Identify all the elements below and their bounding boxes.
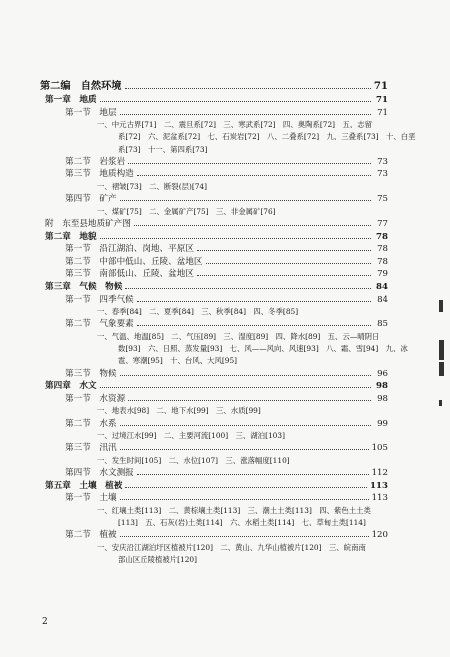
toc-page-number: 113 bbox=[371, 493, 388, 504]
toc-chapter-entry[interactable] bbox=[45, 380, 388, 393]
toc-subitem-line: 部山区丘陵植被片[120] bbox=[118, 555, 197, 565]
toc-subitem-line: 系[73] 十一、第四系[73] bbox=[118, 144, 208, 154]
toc-section-entry[interactable] bbox=[65, 256, 388, 269]
toc-section-title: 第二节 岩浆岩 bbox=[65, 156, 126, 167]
toc-section-entry[interactable] bbox=[65, 156, 388, 169]
dot-leader bbox=[100, 94, 371, 102]
dot-leader bbox=[120, 418, 371, 426]
toc-section-entry[interactable] bbox=[65, 368, 388, 381]
toc-subitems bbox=[97, 542, 388, 566]
toc-chapter-title: 第三章 气候 物候 bbox=[45, 281, 123, 292]
toc-section-title: 第三节 南部低山、丘陵、盆地区 bbox=[65, 269, 194, 280]
dot-leader bbox=[125, 81, 371, 89]
toc-section-entry[interactable] bbox=[65, 243, 388, 256]
toc-subitem-line: 一、过境江水[99] 二、主要河流[100] 三、湖泊[103] bbox=[97, 431, 285, 441]
toc-section-entry[interactable] bbox=[65, 393, 388, 406]
toc-section-title: 第二节 水系 bbox=[65, 418, 117, 429]
toc-section-entry[interactable] bbox=[65, 294, 388, 307]
toc-part-entry[interactable] bbox=[40, 79, 388, 94]
toc-subitem-line: 一、安庆沿江湖泊圩区植被片[120] 二、黄山、九华山植被片[120] 三、皖南南 bbox=[97, 542, 366, 552]
toc-subitem-line: 一、褶皱[73] 二、断裂(层)[74] bbox=[97, 181, 208, 191]
dot-leader bbox=[137, 294, 371, 302]
dot-leader bbox=[120, 193, 371, 201]
toc-page-number: 71 bbox=[373, 80, 388, 92]
toc-subitems bbox=[97, 206, 388, 218]
toc-subitems bbox=[97, 430, 388, 442]
toc-page-number: 77 bbox=[377, 218, 388, 229]
toc-section-title: 第一节 沿江湖泊、岗地、平原区 bbox=[65, 244, 194, 255]
dot-leader bbox=[137, 467, 369, 475]
toc-section-entry[interactable] bbox=[65, 442, 388, 455]
dot-leader bbox=[197, 243, 371, 251]
toc-subitem-line: 一、中元古界[71] 二、震旦系[72] 三、寒武系[72] 四、奥陶系[72] 五、志留 bbox=[97, 120, 373, 130]
toc-section-title: 第三节 物候 bbox=[65, 368, 117, 379]
toc-section-entry[interactable] bbox=[65, 467, 388, 480]
toc-subitem-line: [113] 五、石灰(岩)土类[114] 六、水稻土类[114] 七、草甸土类[114] bbox=[118, 518, 366, 528]
toc-subitems bbox=[97, 331, 408, 368]
toc-section-title: 第四节 矿产 bbox=[65, 194, 117, 205]
toc-subitem-line: 一、春季[84] 二、夏季[84] 三、秋季[84] 四、冬季[85] bbox=[97, 307, 299, 317]
dot-leader bbox=[120, 442, 369, 450]
dot-leader bbox=[125, 281, 371, 289]
toc-section-title: 第一节 土壤 bbox=[65, 493, 117, 504]
toc-section-title: 第四节 水文测报 bbox=[65, 468, 134, 479]
dot-leader bbox=[197, 268, 371, 276]
toc-chapter-entry[interactable] bbox=[45, 231, 388, 244]
toc-section-title: 第一节 水资源 bbox=[65, 393, 126, 404]
toc-page-number: 113 bbox=[370, 480, 388, 491]
toc-chapter-title: 第一章 地质 bbox=[45, 95, 97, 105]
toc-page-number: 78 bbox=[377, 256, 388, 267]
toc-subitems bbox=[97, 405, 388, 417]
toc-subitem-line: 一、发生时间[105] 二、水位[107] 三、涨落幅度[110] bbox=[97, 455, 290, 465]
margin-scan-marks bbox=[436, 300, 448, 420]
toc-section-title: 第二节 植被 bbox=[65, 530, 117, 541]
toc-subitem-line: 一、红壤土类[113] 二、黄棕壤土类[113] 三、潮土土类[113] 四、紫色土土类 bbox=[97, 505, 371, 515]
toc-section-entry[interactable] bbox=[65, 418, 388, 431]
dot-leader bbox=[128, 393, 371, 401]
toc-section-entry[interactable] bbox=[65, 529, 388, 542]
toc-attach-title: 附 东至县地质矿产图 bbox=[45, 218, 131, 229]
page-number: 2 bbox=[42, 617, 48, 627]
toc-page-number: 73 bbox=[377, 169, 388, 180]
dot-leader bbox=[125, 480, 367, 488]
toc-chapter-entry[interactable] bbox=[45, 94, 388, 107]
dot-leader bbox=[100, 380, 371, 388]
toc-subitem-line: 一、地表水[98] 二、地下水[99] 三、水质[99] bbox=[97, 406, 261, 416]
toc-section-title: 第一节 地层 bbox=[65, 107, 117, 118]
toc-subitem-line: 雹、寒潮[95] 十、台风、大风[95] bbox=[118, 356, 238, 366]
toc-subitem-line: 一、气温、地温[85] 二、气压[89] 三、湿度[89] 四、降水[89] 五、云—晴阴日 bbox=[97, 331, 380, 341]
toc-section-entry[interactable] bbox=[65, 168, 388, 181]
toc-page-number: 78 bbox=[376, 231, 388, 242]
toc-section-title: 第二节 中部中低山、丘陵、盆地区 bbox=[65, 256, 203, 267]
dot-leader bbox=[120, 368, 371, 376]
toc-page-number: 73 bbox=[377, 156, 388, 167]
toc-part-title: 第二编 自然环境 bbox=[40, 80, 122, 92]
toc-page-number: 79 bbox=[377, 269, 388, 280]
toc-chapter-title: 第五章 土壤 植被 bbox=[45, 480, 123, 491]
toc-page-number: 71 bbox=[377, 107, 388, 118]
dot-leader bbox=[137, 318, 371, 326]
table-of-contents bbox=[40, 79, 416, 566]
toc-section-title: 第一节 四季气候 bbox=[65, 294, 134, 305]
toc-page-number: 75 bbox=[377, 194, 388, 205]
toc-section-entry[interactable] bbox=[65, 193, 388, 206]
toc-subitem-line: 系[72] 六、泥盆系[72] 七、石炭岩[72] 八、二叠系[72] 九、三叠系[73] 十、白垩 bbox=[118, 132, 416, 142]
dot-leader bbox=[137, 168, 371, 176]
toc-chapter-title: 第四章 水文 bbox=[45, 381, 97, 392]
toc-section-entry[interactable] bbox=[65, 318, 388, 331]
toc-section-entry[interactable] bbox=[65, 107, 388, 120]
toc-page-number: 98 bbox=[377, 393, 388, 404]
toc-page-number: 105 bbox=[371, 443, 388, 454]
toc-page-number: 96 bbox=[377, 368, 388, 379]
toc-subitems bbox=[97, 505, 388, 529]
toc-subitem-line: 数[93] 六、日照、蒸发量[93] 七、风——风向、风速[93] 八、霜、雪[94] 九、冰 bbox=[118, 344, 408, 354]
toc-page-number: 78 bbox=[377, 244, 388, 255]
toc-chapter-entry[interactable] bbox=[45, 480, 388, 493]
toc-page-number: 120 bbox=[371, 530, 388, 541]
toc-page-number: 84 bbox=[376, 281, 388, 292]
toc-page-number: 112 bbox=[371, 468, 388, 479]
toc-attach-entry[interactable] bbox=[45, 218, 388, 231]
toc-page-number: 98 bbox=[376, 381, 388, 392]
dot-leader bbox=[120, 529, 369, 537]
toc-page-number: 85 bbox=[377, 319, 388, 330]
toc-page-number: 71 bbox=[376, 95, 388, 105]
toc-subitems bbox=[97, 119, 416, 156]
toc-subitems bbox=[97, 306, 388, 318]
toc-subitems bbox=[97, 455, 388, 467]
dot-leader bbox=[134, 218, 371, 226]
toc-section-title: 第三节 地质构造 bbox=[65, 169, 134, 180]
dot-leader bbox=[120, 492, 369, 500]
toc-subitem-line: 一、煤矿[75] 二、金属矿产[75] 三、非金属矿[76] bbox=[97, 206, 276, 216]
toc-subitems bbox=[97, 181, 388, 193]
dot-leader bbox=[128, 156, 371, 164]
toc-page-number: 99 bbox=[377, 418, 388, 429]
toc-section-title: 第二节 气象要素 bbox=[65, 319, 134, 330]
toc-section-entry[interactable] bbox=[65, 268, 388, 281]
toc-chapter-entry[interactable] bbox=[45, 281, 388, 294]
toc-chapter-title: 第二章 地貌 bbox=[45, 231, 97, 242]
toc-page-number: 84 bbox=[377, 294, 388, 305]
toc-section-title: 第三节 汛汛 bbox=[65, 443, 117, 454]
toc-section-entry[interactable] bbox=[65, 492, 388, 505]
dot-leader bbox=[100, 231, 371, 239]
dot-leader bbox=[206, 256, 371, 264]
dot-leader bbox=[120, 107, 371, 115]
